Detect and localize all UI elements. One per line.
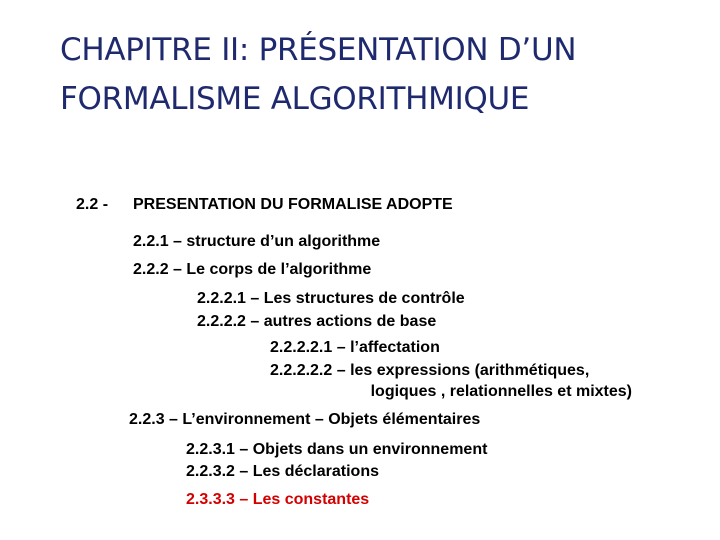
- slide-title-line-2: FORMALISME ALGORITHMIQUE: [60, 81, 530, 117]
- slide-title-line-1: CHAPITRE II: PRÉSENTATION D’UN: [60, 32, 577, 68]
- outline-item-2-2-3: 2.2.3 – L’environnement – Objets élémentaires: [129, 411, 481, 428]
- outline-item-2-3-3-3-highlighted: 2.3.3.3 – Les constantes: [186, 491, 370, 508]
- outline-item-2-2-2-2: 2.2.2.2 – autres actions de base: [197, 313, 437, 330]
- outline-item-2-2-2: 2.2.2 – Le corps de l’algorithme: [133, 261, 372, 278]
- section-title: PRESENTATION DU FORMALISE ADOPTE: [133, 196, 453, 213]
- section-number: 2.2 -: [76, 196, 109, 213]
- outline-item-2-2-3-2: 2.2.3.2 – Les déclarations: [186, 463, 379, 480]
- outline-item-2-2-3-1: 2.2.3.1 – Objets dans un environnement: [186, 441, 488, 458]
- outline-item-2-2-2-2-2-continued: logiques , relationnelles et mixtes): [370, 383, 632, 400]
- slide-title: [60, 26, 700, 124]
- outline-item-2-2-1: 2.2.1 – structure d’un algorithme: [133, 233, 381, 250]
- outline-item-2-2-2-2-1: 2.2.2.2.1 – l’affectation: [270, 339, 440, 356]
- outline-item-2-2-2-2-2: 2.2.2.2.2 – les expressions (arithmétiques,: [270, 362, 590, 379]
- outline-item-2-2-2-1: 2.2.2.1 – Les structures de contrôle: [197, 290, 465, 307]
